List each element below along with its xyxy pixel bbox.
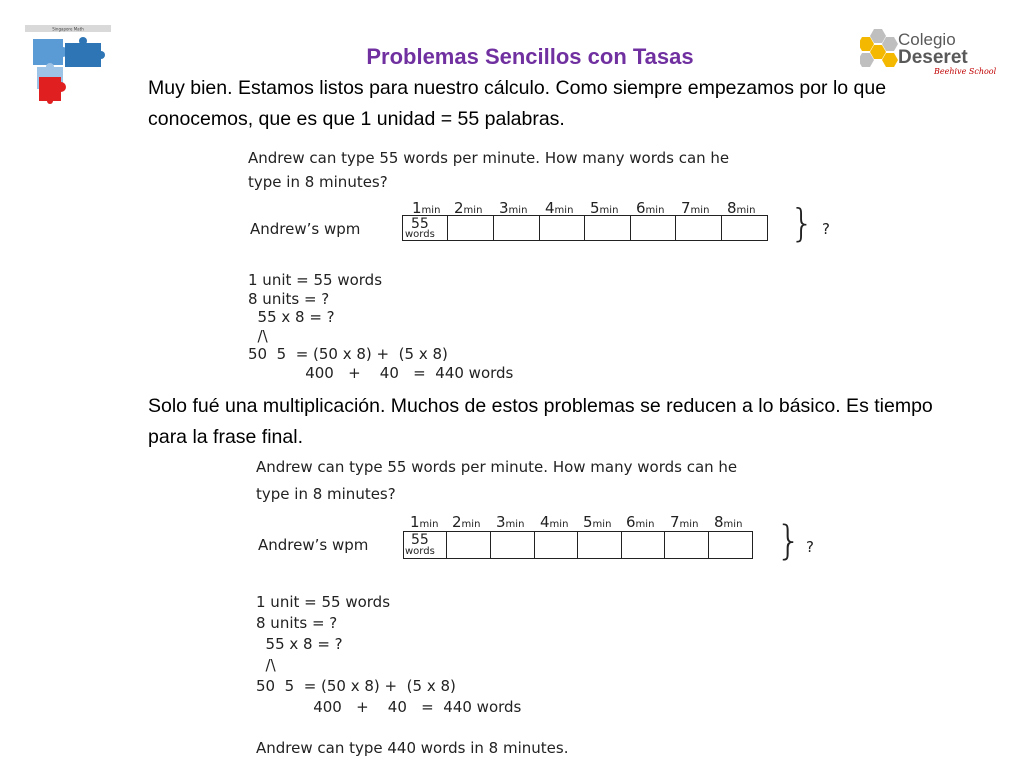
- bar-cell-first: 55 words: [403, 531, 447, 559]
- minute-label: 1min: [412, 199, 441, 217]
- bar-cell: [540, 215, 585, 241]
- minute-label: 2min: [452, 513, 481, 531]
- problem-question-line1: Andrew can type 55 words per minute. How many words can he: [256, 458, 738, 476]
- svg-text:Singapore Math: Singapore Math: [52, 26, 84, 32]
- bar-cell: [631, 215, 676, 241]
- bar-cell: [491, 531, 535, 559]
- minute-label: 4min: [545, 199, 574, 217]
- unknown-mark: ?: [822, 220, 830, 238]
- svg-text:Deseret: Deseret: [898, 47, 968, 68]
- unknown-mark: ?: [806, 538, 814, 556]
- minute-label: 3min: [499, 199, 528, 217]
- minute-label: 5min: [583, 513, 612, 531]
- bar-cell: [665, 531, 709, 559]
- paragraph-followup: Solo fué una multiplicación. Muchos de estos problemas se reducen a lo básico. Es tiempo para la frase final.: [148, 395, 933, 448]
- svg-text:Beehive School: Beehive School: [934, 67, 997, 76]
- work-steps: [248, 273, 513, 384]
- work-line: 8 units = ?: [256, 614, 338, 632]
- bar-cell: [622, 531, 665, 559]
- minute-label: 4min: [540, 513, 569, 531]
- problem-question-line2: type in 8 minutes?: [248, 173, 388, 191]
- svg-text:Colegio: Colegio: [898, 30, 956, 49]
- bar-cell: [494, 215, 540, 241]
- work-line: 50 5 = (50 x 8) + (5 x 8): [256, 677, 456, 695]
- minute-label: 5min: [590, 199, 619, 217]
- brace: }: [776, 518, 802, 564]
- minutes-header: [406, 514, 766, 530]
- work-line: 55 x 8 = ?: [248, 308, 335, 326]
- work-steps: [256, 595, 521, 721]
- work-line: 8 units = ?: [248, 289, 330, 308]
- minute-label: 6min: [626, 513, 655, 531]
- work-line: 400 + 40 = 440 words: [256, 698, 522, 716]
- work-line: /\: [256, 656, 276, 674]
- problem-question-line2: type in 8 minutes?: [256, 485, 396, 503]
- answer-sentence: Andrew can type 440 words in 8 minutes.: [256, 739, 569, 757]
- minutes-header: [408, 200, 768, 216]
- row-label: Andrew’s wpm: [258, 536, 369, 554]
- bar-model-problem-1: [248, 146, 848, 386]
- bar-model-problem-2: [256, 455, 856, 765]
- row-label: Andrew’s wpm: [250, 220, 361, 238]
- bar-cell: [676, 215, 722, 241]
- minute-label: 8min: [727, 199, 756, 217]
- work-line: 50 5 = (50 x 8) + (5 x 8): [248, 345, 448, 363]
- problem-question-line1: Andrew can type 55 words per minute. How many words can he: [248, 149, 730, 167]
- bar-cell: [585, 215, 631, 241]
- minute-label: 3min: [496, 513, 525, 531]
- minute-label: 8min: [714, 513, 743, 531]
- paragraph-intro: Muy bien. Estamos listos para nuestro cálculo. Como siempre empezamos por lo que conocemos, que es que 1 unidad = 55 palabras.: [148, 77, 887, 130]
- minute-label: 1min: [410, 513, 439, 531]
- work-line: 55 x 8 = ?: [256, 635, 343, 653]
- bar-cell: [709, 531, 753, 559]
- brace: }: [790, 201, 815, 245]
- work-line: /\: [248, 326, 268, 345]
- bar-cell: [447, 531, 491, 559]
- minute-label: 7min: [670, 513, 699, 531]
- unit-bar: [402, 215, 768, 241]
- work-line: 400 + 40 = 440 words: [248, 363, 514, 382]
- minute-label: 6min: [636, 199, 665, 217]
- bar-cell: [448, 215, 494, 241]
- minute-label: 2min: [454, 199, 483, 217]
- bar-cell-first: 55 words: [402, 215, 448, 241]
- minute-label: 7min: [681, 199, 710, 217]
- page-title: Problemas Sencillos con Tasas: [366, 44, 694, 69]
- work-line: 1 unit = 55 words: [256, 593, 391, 611]
- bar-cell: [578, 531, 622, 559]
- bar-cell: [535, 531, 578, 559]
- unit-bar: [403, 531, 753, 559]
- bar-cell: [722, 215, 768, 241]
- work-line: 1 unit = 55 words: [248, 271, 383, 289]
